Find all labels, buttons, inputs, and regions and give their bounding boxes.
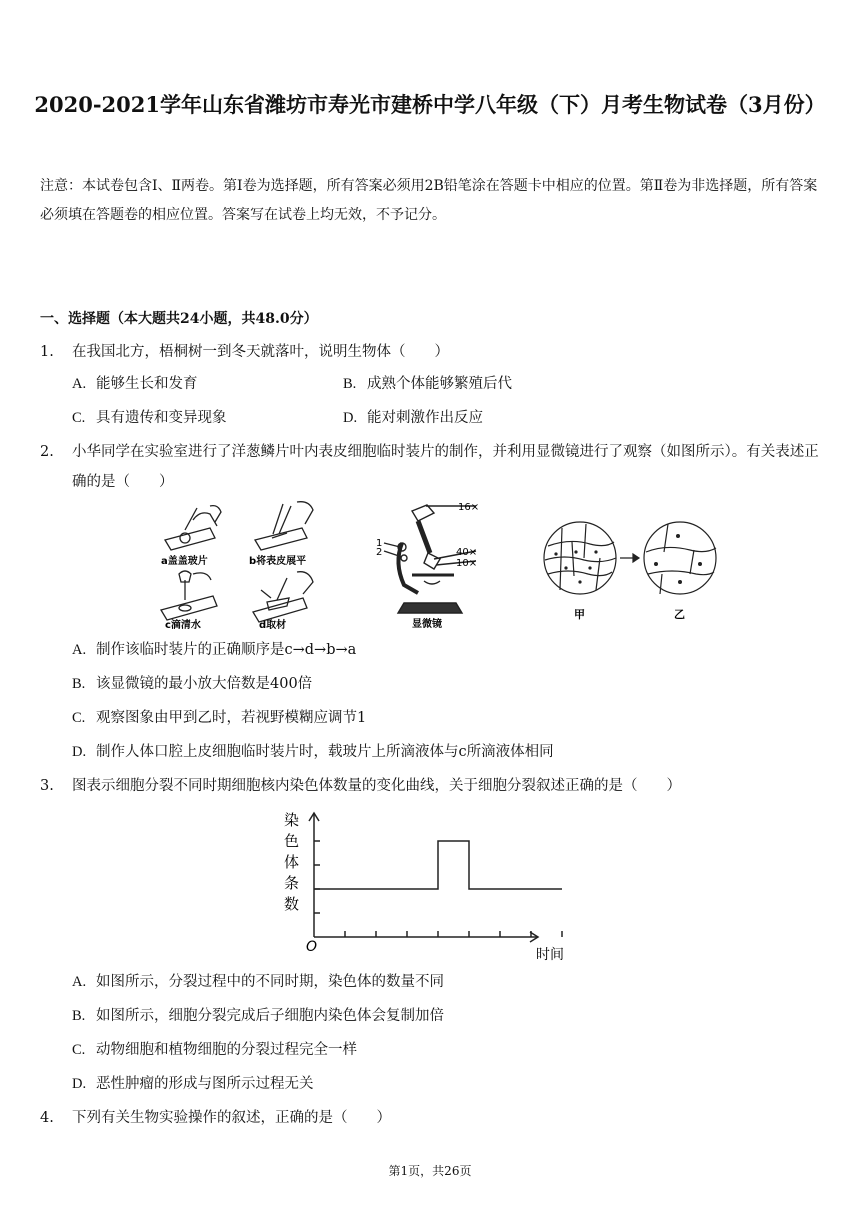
q3-option-c[interactable]: C. 动物细胞和植物细胞的分裂过程完全一样 [72,1042,357,1058]
lens-top-label: 16× [458,503,480,513]
q3-option-b[interactable]: B. 如图所示，细胞分裂完成后子细胞内染色体会复制加倍 [72,1008,444,1024]
question-text: 在我国北方，梧桐树一到冬天就落叶，说明生物体（ ） [72,344,449,360]
section-heading: 一、选择题（本大题共24小题，共48.0分） [40,311,318,327]
y-axis-label-char: 条 [284,874,300,892]
knob-1-label: 1 [376,538,383,549]
question-number: 3. [40,778,54,794]
lens-low-label: 10× [456,558,478,569]
step-c-label: c滴清水 [165,620,201,630]
y-axis-label-char: 数 [284,895,300,913]
mirror-icon [424,581,440,584]
q2-option-a[interactable]: A. 制作该临时装片的正确顺序是c→d→b→a [72,642,357,658]
question-text: 下列有关生物实验操作的叙述，正确的是（ ） [72,1110,391,1126]
page-footer: 第1页，共26页 [388,1164,472,1178]
step-a-label: a盖盖玻片 [161,556,208,567]
q1-option-d[interactable]: D. 能对刺激作出反应 [343,410,483,426]
slide-prep-steps-figure [155,500,340,630]
step-b-label: b将表皮展平 [249,556,307,567]
q2-option-b[interactable]: B. 该显微镜的最小放大倍数是400倍 [72,676,313,692]
step-a-illustration [165,506,221,550]
exam-title: 2020-2021学年山东省潍坊市寿光市建桥中学八年级（下）月考生物试卷（3月份） [34,92,826,117]
question-text: 图表示细胞分裂不同时期细胞核内染色体数量的变化曲线，关于细胞分裂叙述正确的是（ ） [72,778,681,794]
y-axis-label-char: 色 [284,832,300,850]
q1-option-b[interactable]: B. 成熟个体能够繁殖后代 [343,376,512,392]
view-yi-label: 乙 [674,608,685,621]
base-icon [398,603,462,613]
chromosome-chart [280,805,580,967]
knob-2-label: 2 [376,547,383,558]
origin-label: O [306,939,318,955]
chromosome-count-line [314,841,562,889]
q3-option-d[interactable]: D. 恶性肿瘤的形成与图所示过程无关 [72,1076,314,1092]
step-c-illustration [161,571,217,620]
q1-option-a[interactable]: A. 能够生长和发育 [72,376,198,392]
microscope-figure [372,503,492,631]
q3-option-a[interactable]: A. 如图所示，分裂过程中的不同时期，染色体的数量不同 [72,974,444,990]
question-text: 小华同学在实验室进行了洋葱鳞片叶内表皮细胞临时装片的制作，并利用显微镜进行了观察（如图所示）。有关表述正确的是（ ） [72,444,819,490]
objective-icon [424,553,440,569]
question-3 [40,771,820,801]
question-number: 1. [40,344,54,360]
q1-option-c[interactable]: C. 具有遗传和变异现象 [72,410,227,426]
question-4 [40,1103,820,1133]
x-axis-label: 时间 [536,947,564,963]
step-d-label: d取材 [259,620,287,630]
question-1 [40,337,820,367]
lens-mid-label: 40× [456,547,478,558]
microscope-label: 显微镜 [412,619,442,630]
q2-option-c[interactable]: C. 观察图象由甲到乙时，若视野模糊应调节1 [72,710,367,726]
exam-notice: 注意：本试卷包含Ⅰ、Ⅱ两卷。第Ⅰ卷为选择题，所有答案必须用2B铅笔涂在答题卡中相应的位置。第Ⅱ卷为非选择题，所有答案必须填在答题卷的相应位置。答案写在试卷上均无效，不予记分。 [40,178,818,223]
y-axis-label-char: 染 [284,811,300,829]
tube-icon [418,521,430,553]
q2-option-d[interactable]: D. 制作人体口腔上皮细胞临时装片时，载玻片上所滴液体与c所滴液体相同 [72,744,554,760]
eyepiece-icon [412,505,434,521]
view-jia-label: 甲 [574,608,585,621]
step-b-illustration [255,502,313,550]
step-d-illustration [253,572,313,622]
field-of-view-figure [540,518,722,624]
question-number: 4. [40,1110,54,1126]
question-number: 2. [40,444,54,460]
y-axis-label-char: 体 [284,853,300,871]
question-2 [40,437,820,497]
